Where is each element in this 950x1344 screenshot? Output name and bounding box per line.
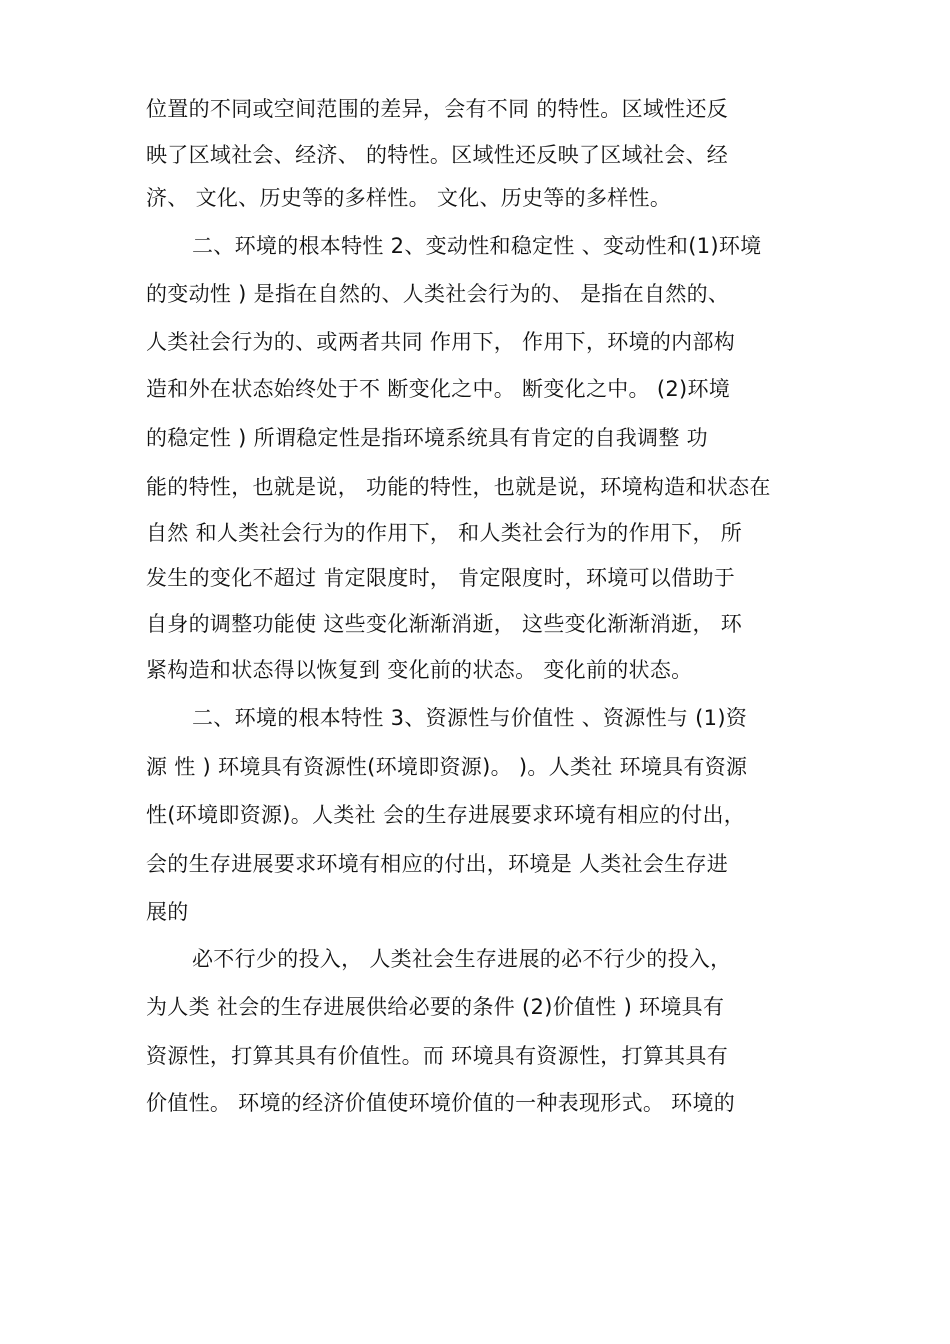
text-line: 位置的不同或空间范围的差异，会有不同 的特性。区域性还反 <box>146 97 729 121</box>
text-line: 的稳定性 ) 所谓稳定性是指环境系统具有肯定的自我调整 功 <box>146 426 708 450</box>
text-line: 造和外在状态始终处于不 断变化之中。 断变化之中。 (2)环境 <box>146 377 731 401</box>
text-line: 的变动性 ) 是指在自然的、人类社会行为的、 是指在自然的、 <box>146 282 730 306</box>
text-line: 自然 和人类社会行为的作用下， 和人类社会行为的作用下， 所 <box>146 521 743 545</box>
paragraph-start-line: 必不行少的投入， 人类社会生存进展的必不行少的投入， <box>192 947 732 971</box>
text-line: 紧构造和状态得以恢复到 变化前的状态。 变化前的状态。 <box>146 658 693 682</box>
text-line: 能的特性，也就是说， 功能的特性，也就是说，环境构造和状态在 <box>146 475 771 499</box>
text-line: 价值性。 环境的经济价值使环境价值的一种表现形式。 环境的 <box>146 1091 736 1115</box>
text-line: 自身的调整功能使 这些变化渐渐消逝， 这些变化渐渐消逝， 环 <box>146 612 743 636</box>
text-line: 济、 文化、历史等的多样性。 文化、历史等的多样性。 <box>146 186 672 210</box>
paragraph-start-line: 二、环境的根本特性 3、资源性与价值性 、资源性与 (1)资 <box>192 706 748 730</box>
text-line: 发生的变化不超过 肯定限度时， 肯定限度时，环境可以借助于 <box>146 566 736 590</box>
text-line: 为人类 社会的生存进展供给必要的条件 (2)价值性 ) 环境具有 <box>146 995 725 1019</box>
text-line: 资源性，打算其具有价值性。而 环境具有资源性，打算其具有 <box>146 1044 729 1068</box>
text-line: 会的生存进展要求环境有相应的付出，环境是 人类社会生存进 <box>146 852 729 876</box>
text-line: 源 性 ) 环境具有资源性(环境即资源)。 )。人类社 环境具有资源 <box>146 755 748 779</box>
paragraph-start-line: 二、环境的根本特性 2、变动性和稳定性 、变动性和(1)环境 <box>192 234 762 258</box>
text-line: 展的 <box>146 900 189 924</box>
text-line: 人类社会行为的、或两者共同 作用下， 作用下，环境的内部构 <box>146 330 736 354</box>
text-line: 映了区域社会、经济、 的特性。区域性还反映了区域社会、经 <box>146 143 729 167</box>
text-line: 性(环境即资源)。人类社 会的生存进展要求环境有相应的付出， <box>146 803 746 827</box>
